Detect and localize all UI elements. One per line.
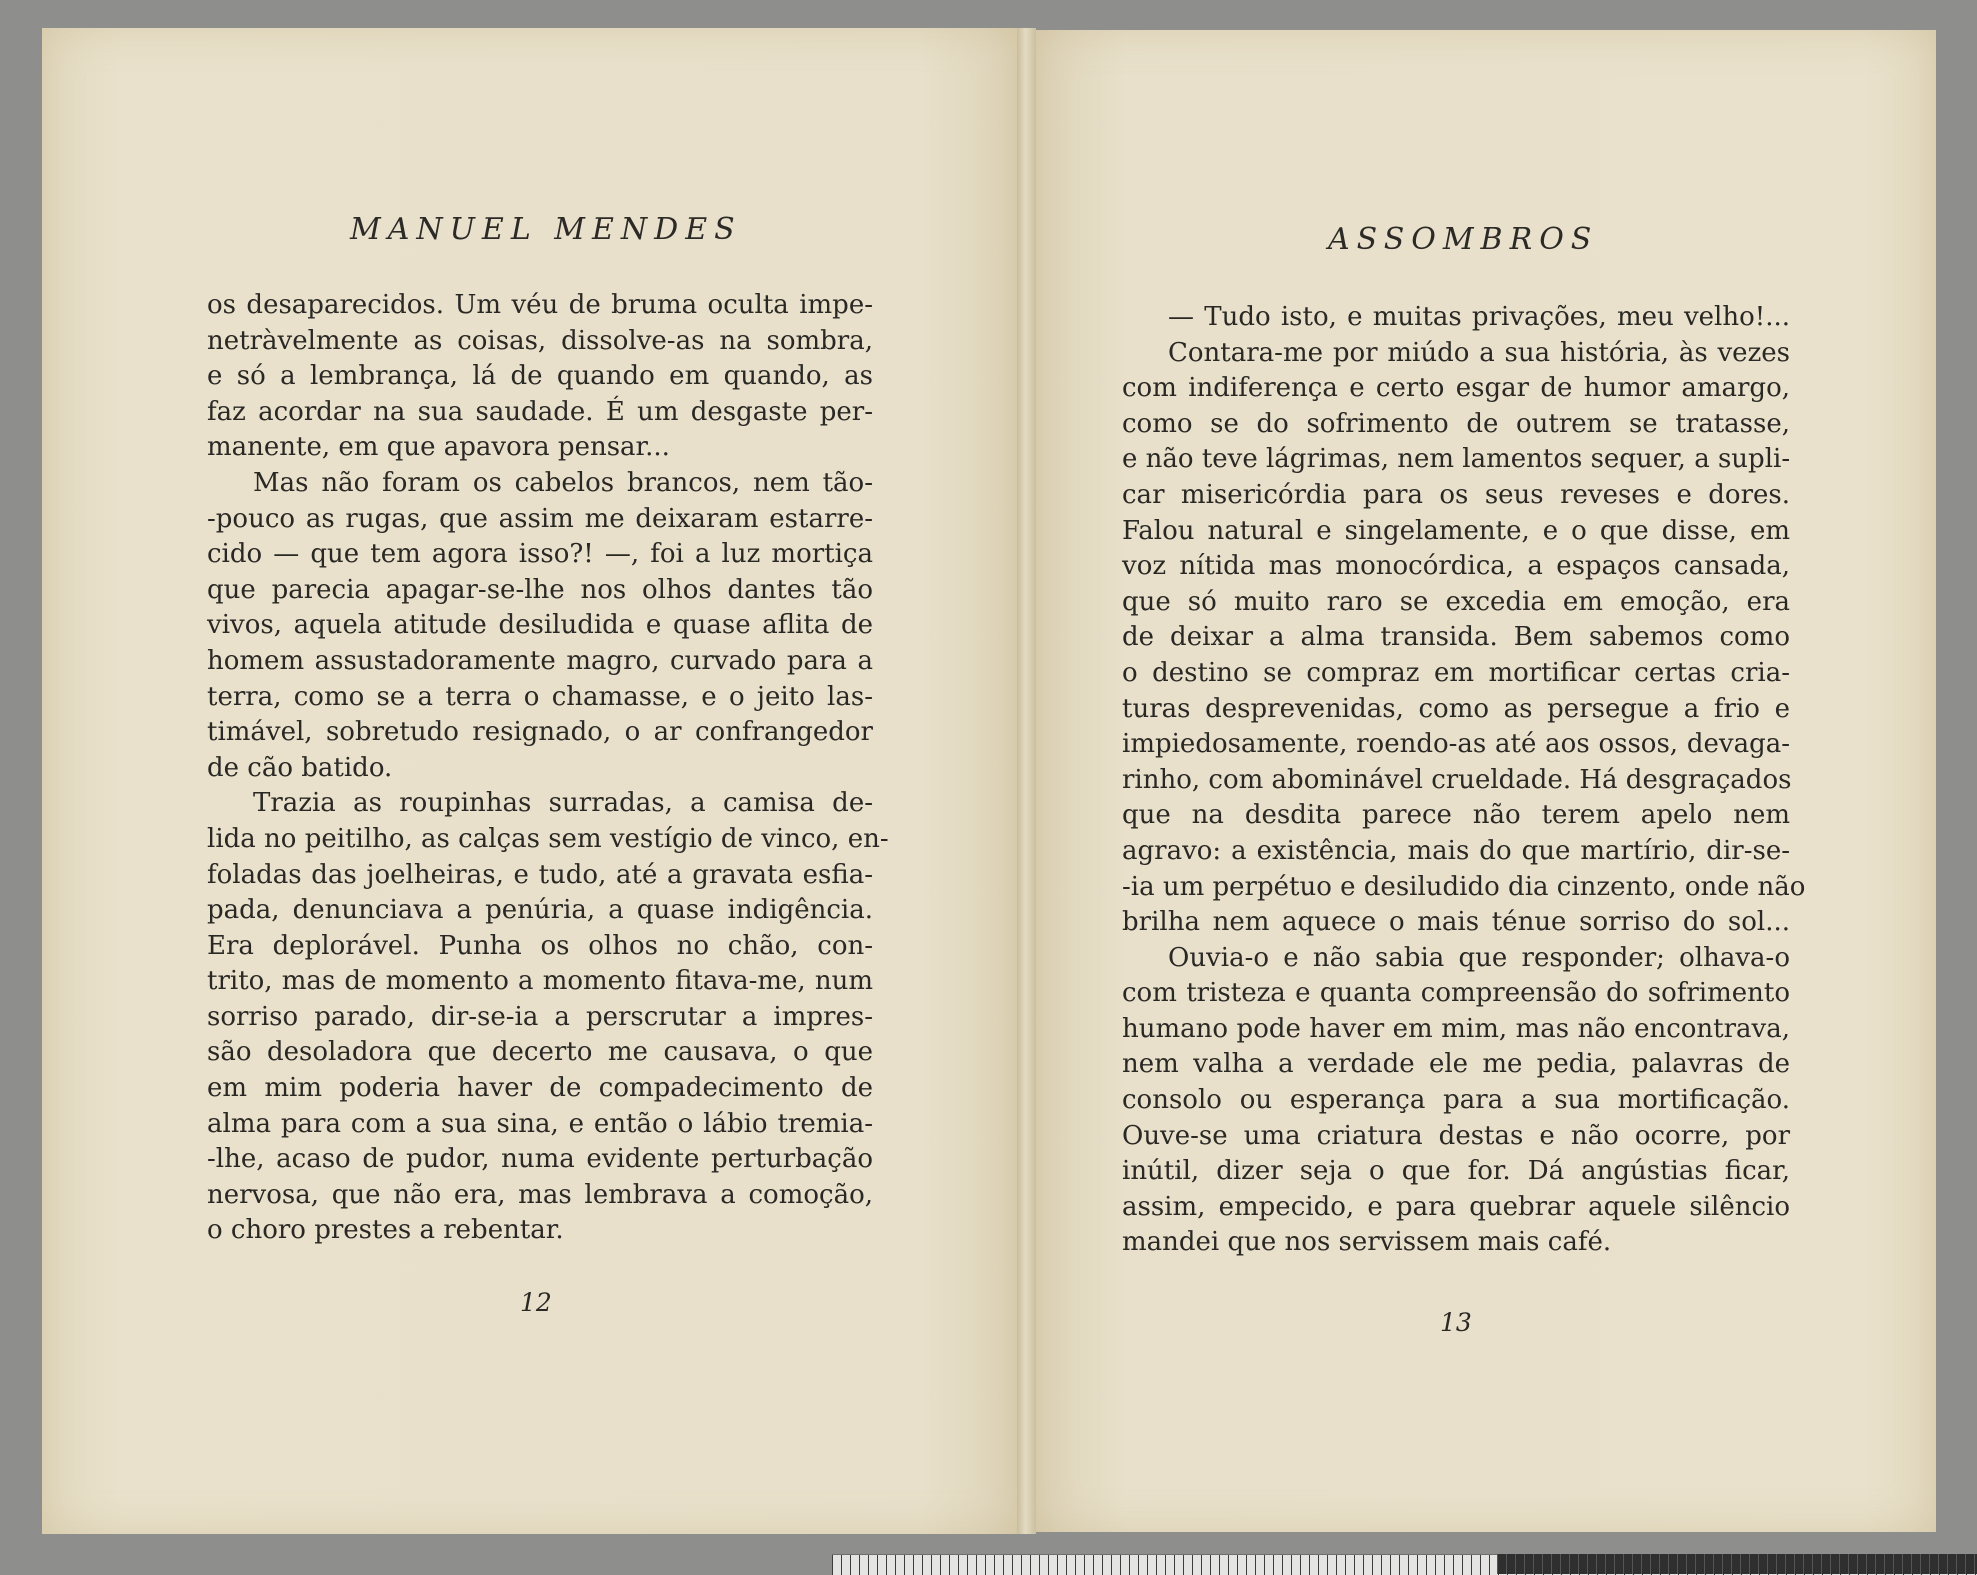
text-line: faz acordar na sua saudade. É um desgaste per- [207, 396, 873, 427]
text-line: -ia um perpétuo e desiludido dia cinzento, onde não [1122, 871, 1806, 902]
scale-ruler-dark-segment [1497, 1554, 1977, 1574]
text-line: sorriso parado, dir-se-ia a perscrutar a impres- [207, 1001, 873, 1032]
text-line: nem valha a verdade ele me pedia, palavras de [1122, 1049, 1790, 1080]
text-line: turas desprevenidas, como as persegue a frio e [1122, 693, 1790, 724]
text-line: inútil, dizer seja o que for. Dá angústias ficar, [1122, 1156, 1790, 1187]
text-line: brilha nem aquece o mais ténue sorriso do sol... [1122, 907, 1790, 938]
text-line: consolo ou esperança para a sua mortificação. [1122, 1085, 1790, 1116]
text-line: Mas não foram os cabelos brancos, nem tão- [253, 467, 873, 498]
text-line: netràvelmente as coisas, dissolve-as na sombra, [207, 325, 873, 356]
text-line: que parecia apagar-se-lhe nos olhos dantes tão [207, 574, 873, 605]
text-line: de cão batido. [207, 752, 393, 783]
book-gutter [1017, 28, 1036, 1534]
text-line: o choro prestes a rebentar. [207, 1215, 564, 1246]
right-running-head: ASSOMBROS [1328, 222, 1599, 257]
text-line: em mim poderia haver de compadecimento de [207, 1073, 873, 1104]
text-line: Trazia as roupinhas surradas, a camisa de- [253, 788, 873, 819]
text-line: — Tudo isto, e muitas privações, meu velho!... [1168, 302, 1790, 332]
text-line: e não teve lágrimas, nem lamentos sequer, a supli- [1122, 444, 1791, 475]
left-running-head: MANUEL MENDES [350, 212, 742, 247]
text-line: mandei que nos servissem mais café. [1122, 1227, 1612, 1258]
text-line: manente, em que apavora pensar... [207, 432, 670, 463]
text-line: Ouvia-o e não sabia que responder; olhava-o [1168, 942, 1790, 973]
text-line: car misericórdia para os seus reveses e dores. [1122, 479, 1790, 510]
right-page-number: 13 [1440, 1308, 1472, 1337]
text-line: pada, denunciava a penúria, a quase indigência. [207, 895, 873, 926]
text-line: -pouco as rugas, que assim me deixaram estarre- [207, 503, 873, 534]
text-line: foladas das joelheiras, e tudo, até a gravata esfia- [207, 859, 873, 890]
text-line: agravo: a existência, mais do que martírio, dir-se- [1122, 835, 1790, 866]
text-line: rinho, com abominável crueldade. Há desgraçados [1122, 764, 1792, 795]
text-line: assim, empecido, e para quebrar aquele silêncio [1122, 1191, 1790, 1222]
text-line: que só muito raro se excedia em emoção, era [1122, 586, 1790, 617]
text-line: -lhe, acaso de pudor, numa evidente perturbação [207, 1144, 873, 1175]
text-line: humano pode haver em mim, mas não encontrava, [1122, 1013, 1790, 1044]
text-line: com tristeza e quanta compreensão do sofrimento [1122, 978, 1790, 1009]
text-line: cido — que tem agora isso?! —, foi a luz mortiça [207, 539, 873, 570]
left-page-number: 12 [520, 1288, 552, 1317]
text-line: Falou natural e singelamente, e o que disse, em [1122, 515, 1790, 546]
text-line: trito, mas de momento a momento fitava-me, num [207, 966, 873, 997]
text-line: que na desdita parece não terem apelo nem [1122, 800, 1790, 831]
text-line: os desaparecidos. Um véu de bruma oculta impe- [207, 290, 873, 320]
text-line: terra, como se a terra o chamasse, e o jeito las- [207, 681, 873, 712]
text-line: alma para com a sua sina, e então o lábio tremia- [207, 1108, 873, 1139]
text-line: e só a lembrança, lá de quando em quando, as [207, 361, 873, 392]
right-body-text [1122, 300, 1806, 1261]
text-line: voz nítida mas monocórdica, a espaços cansada, [1122, 551, 1790, 582]
text-line: Ouve-se uma criatura destas e não ocorre, por [1122, 1120, 1790, 1151]
text-line: homem assustadoramente magro, curvado para a [207, 645, 873, 676]
text-line: nervosa, que não era, mas lembrava a comoção, [207, 1179, 873, 1210]
text-line: vivos, aquela atitude desiludida e quase aflita de [207, 610, 873, 641]
text-line: lida no peitilho, as calças sem vestígio de vinco, en- [207, 823, 889, 854]
text-line: de deixar a alma transida. Bem sabemos como [1122, 622, 1790, 653]
text-line: como se do sofrimento de outrem se tratasse, [1122, 408, 1790, 439]
text-line: com indiferença e certo esgar de humor amargo, [1122, 373, 1790, 404]
text-line: timável, sobretudo resignado, o ar confrangedor [207, 717, 873, 748]
text-line: são desoladora que decerto me causava, o que [207, 1037, 873, 1068]
text-line: o destino se compraz em mortificar certas cria- [1122, 657, 1790, 688]
text-line: Era deplorável. Punha os olhos no chão, con- [207, 930, 873, 961]
text-line: Contara-me por miúdo a sua história, às vezes [1168, 337, 1790, 368]
left-body-text [207, 288, 889, 1249]
text-line: impiedosamente, roendo-as até aos ossos, devaga- [1122, 729, 1790, 760]
